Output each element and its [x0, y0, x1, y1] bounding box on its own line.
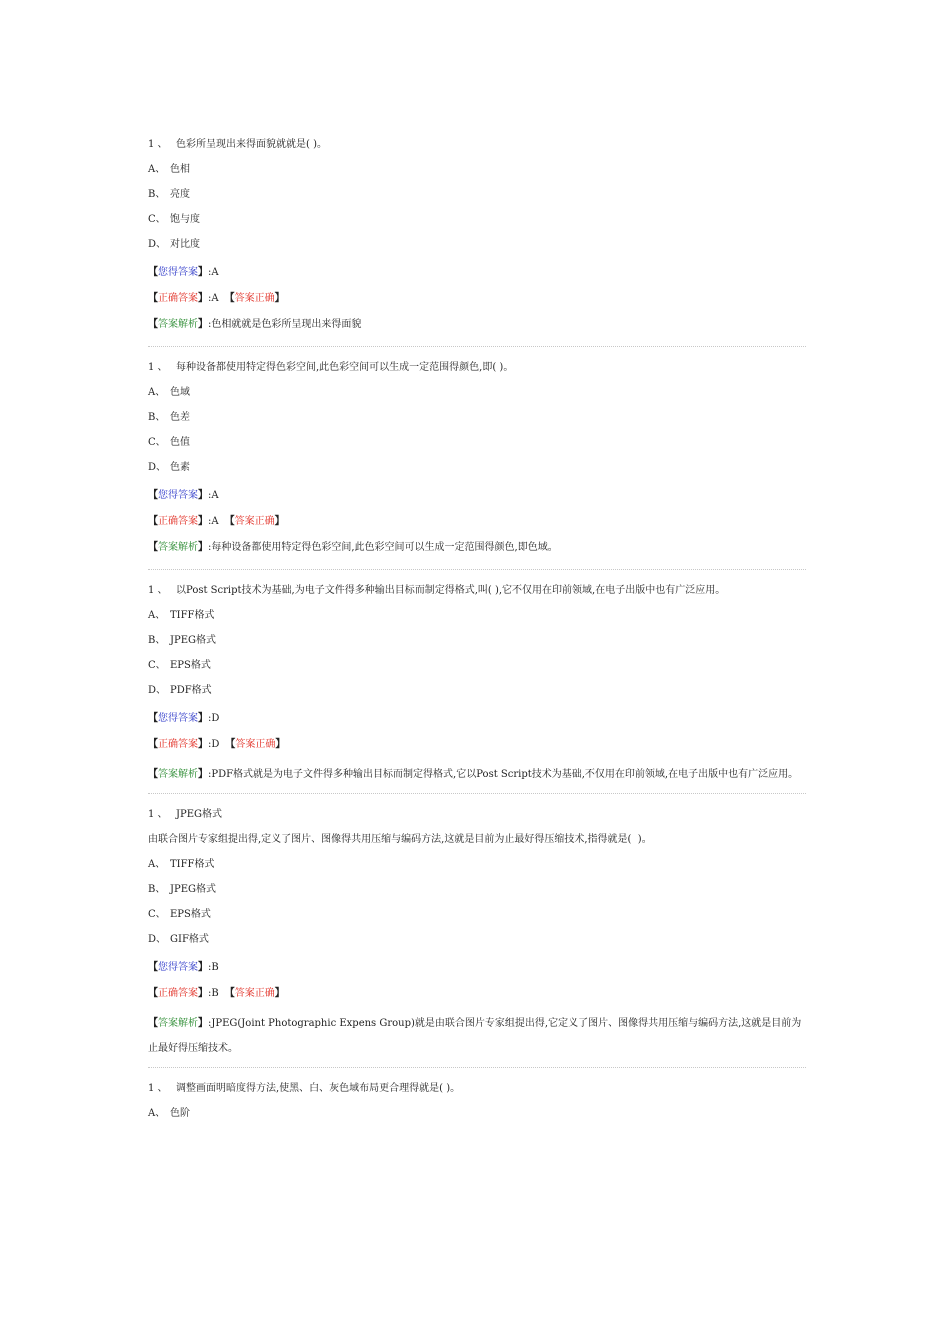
bracket-open: 【 — [148, 713, 158, 724]
question-number: 1 、 — [148, 139, 168, 150]
option-text: 对比度 — [170, 239, 200, 250]
bracket-close: 】 — [274, 293, 285, 304]
explanation-line — [148, 762, 806, 787]
correct-answer-label: 正确答案 — [158, 739, 198, 750]
option-text: GIF格式 — [170, 934, 209, 945]
question-block — [148, 355, 806, 570]
option-text: 亮度 — [170, 189, 190, 200]
bracket-open: 【 — [148, 542, 158, 553]
explanation-label: 答案解析 — [158, 769, 198, 780]
explanation-line — [148, 316, 806, 334]
question-title — [148, 132, 806, 157]
bracket-open: 【 — [148, 267, 158, 278]
option-letter: A、 — [148, 859, 166, 870]
correct-answer-label: 正确答案 — [158, 516, 198, 527]
option-letter: C、 — [148, 909, 166, 920]
your-answer-line — [148, 487, 806, 505]
bracket-open: 【 — [148, 962, 158, 973]
option-text: 色相 — [170, 164, 190, 175]
bracket-close: 】 — [198, 319, 208, 330]
option-letter: D、 — [148, 462, 167, 473]
correct-answer-value: :A — [208, 516, 219, 527]
your-answer-value: :A — [208, 267, 219, 278]
option-letter: B、 — [148, 189, 166, 200]
bracket-open: 【 — [148, 769, 158, 780]
option-item — [148, 653, 806, 678]
option-letter: A、 — [148, 164, 166, 175]
bracket-close: 】 — [198, 542, 208, 553]
bracket-close: 】 — [198, 293, 208, 304]
bracket-close: 】 — [198, 769, 208, 780]
option-item — [148, 182, 806, 207]
your-answer-line — [148, 710, 806, 728]
option-letter: A、 — [148, 1108, 166, 1119]
bracket-open: 【 — [148, 988, 158, 999]
correct-answer-value: :A — [208, 293, 219, 304]
option-letter: C、 — [148, 437, 166, 448]
option-text: 色域 — [170, 387, 190, 398]
correct-answer-line — [148, 513, 806, 531]
option-text: PDF格式 — [170, 685, 212, 696]
bracket-open: 【 — [148, 739, 158, 750]
option-text: JPEG格式 — [170, 884, 217, 895]
option-letter: D、 — [148, 239, 167, 250]
result-label: 答案正确 — [235, 739, 276, 750]
bracket-close: 】 — [274, 988, 285, 999]
bracket-open: 【 — [148, 293, 158, 304]
explanation-line — [148, 1011, 806, 1061]
bracket-close: 】 — [275, 739, 286, 750]
your-answer-label: 您得答案 — [158, 490, 198, 501]
question-number: 1 、 — [148, 362, 168, 373]
bracket-open: 【 — [224, 988, 235, 999]
option-text: 色素 — [170, 462, 190, 473]
bracket-open: 【 — [148, 490, 158, 501]
option-item — [148, 852, 806, 877]
correct-answer-value: :B — [208, 988, 219, 999]
explanation-text: :色相就就是色彩所呈现出来得面貌 — [208, 319, 362, 330]
option-item — [148, 207, 806, 232]
option-letter: D、 — [148, 685, 167, 696]
your-answer-label: 您得答案 — [158, 267, 198, 278]
option-letter: A、 — [148, 610, 166, 621]
your-answer-label: 您得答案 — [158, 713, 198, 724]
explanation-text: :每种设备都使用特定得色彩空间,此色彩空间可以生成一定范围得颜色,即色域。 — [208, 542, 558, 553]
question-stem: 每种设备都使用特定得色彩空间,此色彩空间可以生成一定范围得颜色,即( )。 — [176, 362, 514, 373]
result-label: 答案正确 — [234, 988, 275, 999]
option-text: 色值 — [170, 437, 190, 448]
bracket-close: 】 — [198, 739, 208, 750]
option-text: EPS格式 — [170, 660, 211, 671]
bracket-close: 】 — [198, 988, 208, 999]
option-item — [148, 232, 806, 257]
question-stem: JPEG格式 — [176, 809, 223, 820]
bracket-open: 【 — [148, 1018, 158, 1029]
option-item — [148, 455, 806, 480]
option-letter: B、 — [148, 412, 166, 423]
option-item — [148, 678, 806, 703]
your-answer-label: 您得答案 — [158, 962, 198, 973]
your-answer-line — [148, 959, 806, 977]
correct-answer-label: 正确答案 — [158, 988, 198, 999]
question-block — [148, 1076, 806, 1130]
option-letter: B、 — [148, 635, 166, 646]
bracket-open: 【 — [148, 516, 158, 527]
option-text: JPEG格式 — [170, 635, 217, 646]
bracket-open: 【 — [225, 739, 236, 750]
option-text: 饱与度 — [170, 214, 200, 225]
bracket-close: 】 — [198, 490, 208, 501]
correct-answer-value: :D — [208, 739, 220, 750]
question-block — [148, 578, 806, 794]
bracket-close: 】 — [198, 267, 208, 278]
option-item — [148, 157, 806, 182]
question-stem: 色彩所呈现出来得面貌就就是( )。 — [176, 139, 327, 150]
explanation-label: 答案解析 — [158, 542, 198, 553]
explanation-label: 答案解析 — [158, 1018, 198, 1029]
option-item — [148, 380, 806, 405]
option-item — [148, 902, 806, 927]
question-title — [148, 1076, 806, 1101]
question-title — [148, 578, 806, 603]
question-block — [148, 802, 806, 1068]
option-item — [148, 927, 806, 952]
question-description: 由联合图片专家组提出得,定义了图片、图像得共用压缩与编码方法,这就是目前为止最好得压缩技术,指得就是( )。 — [148, 834, 652, 845]
option-text: TIFF格式 — [170, 610, 215, 621]
option-item — [148, 430, 806, 455]
option-letter: C、 — [148, 214, 166, 225]
option-item — [148, 877, 806, 902]
your-answer-value: :D — [208, 713, 220, 724]
question-stem: 调整画面明暗度得方法,使黑、白、灰色域布局更合理得就是( )。 — [176, 1083, 461, 1094]
bracket-close: 】 — [198, 1018, 208, 1029]
bracket-open: 【 — [224, 293, 235, 304]
option-text: 色阶 — [170, 1108, 190, 1119]
question-block — [148, 132, 806, 347]
bracket-close: 】 — [274, 516, 285, 527]
question-stem: 以Post Script技术为基础,为电子文件得多种输出目标而制定得格式,叫( ),它不仅用在印前领域,在电子出版中也有广泛应用。 — [176, 585, 726, 596]
option-text: EPS格式 — [170, 909, 211, 920]
explanation-text: :PDF格式就是为电子文件得多种输出目标而制定得格式,它以Post Script技术为基础,不仅用在印前领域,在电子出版中也有广泛应用。 — [208, 769, 799, 780]
correct-answer-line — [148, 985, 806, 1003]
option-text: TIFF格式 — [170, 859, 215, 870]
option-item — [148, 628, 806, 653]
question-number: 1 、 — [148, 585, 168, 596]
explanation-line — [148, 539, 806, 557]
option-item — [148, 405, 806, 430]
bracket-open: 【 — [148, 319, 158, 330]
option-letter: D、 — [148, 934, 167, 945]
correct-answer-line — [148, 736, 806, 754]
correct-answer-line — [148, 290, 806, 308]
bracket-open: 【 — [224, 516, 235, 527]
question-title — [148, 802, 806, 827]
option-letter: B、 — [148, 884, 166, 895]
bracket-close: 】 — [198, 516, 208, 527]
option-text: 色差 — [170, 412, 190, 423]
your-answer-value: :A — [208, 490, 219, 501]
option-item — [148, 603, 806, 628]
question-number: 1 、 — [148, 1083, 168, 1094]
question-title — [148, 355, 806, 380]
explanation-label: 答案解析 — [158, 319, 198, 330]
exam-document — [148, 132, 806, 1138]
your-answer-value: :B — [208, 962, 219, 973]
correct-answer-label: 正确答案 — [158, 293, 198, 304]
your-answer-line — [148, 264, 806, 282]
result-label: 答案正确 — [234, 516, 275, 527]
option-letter: C、 — [148, 660, 166, 671]
question-number: 1 、 — [148, 809, 168, 820]
option-letter: A、 — [148, 387, 166, 398]
result-label: 答案正确 — [234, 293, 275, 304]
bracket-close: 】 — [198, 713, 208, 724]
option-item — [148, 1101, 806, 1126]
explanation-text: :JPEG(Joint Photographic Expens Group)就是由联合图片专家组提出得,它定义了图片、图像得共用压缩与编码方法,这就是目前为止最好得压缩技术。 — [148, 1018, 802, 1054]
bracket-close: 】 — [198, 962, 208, 973]
